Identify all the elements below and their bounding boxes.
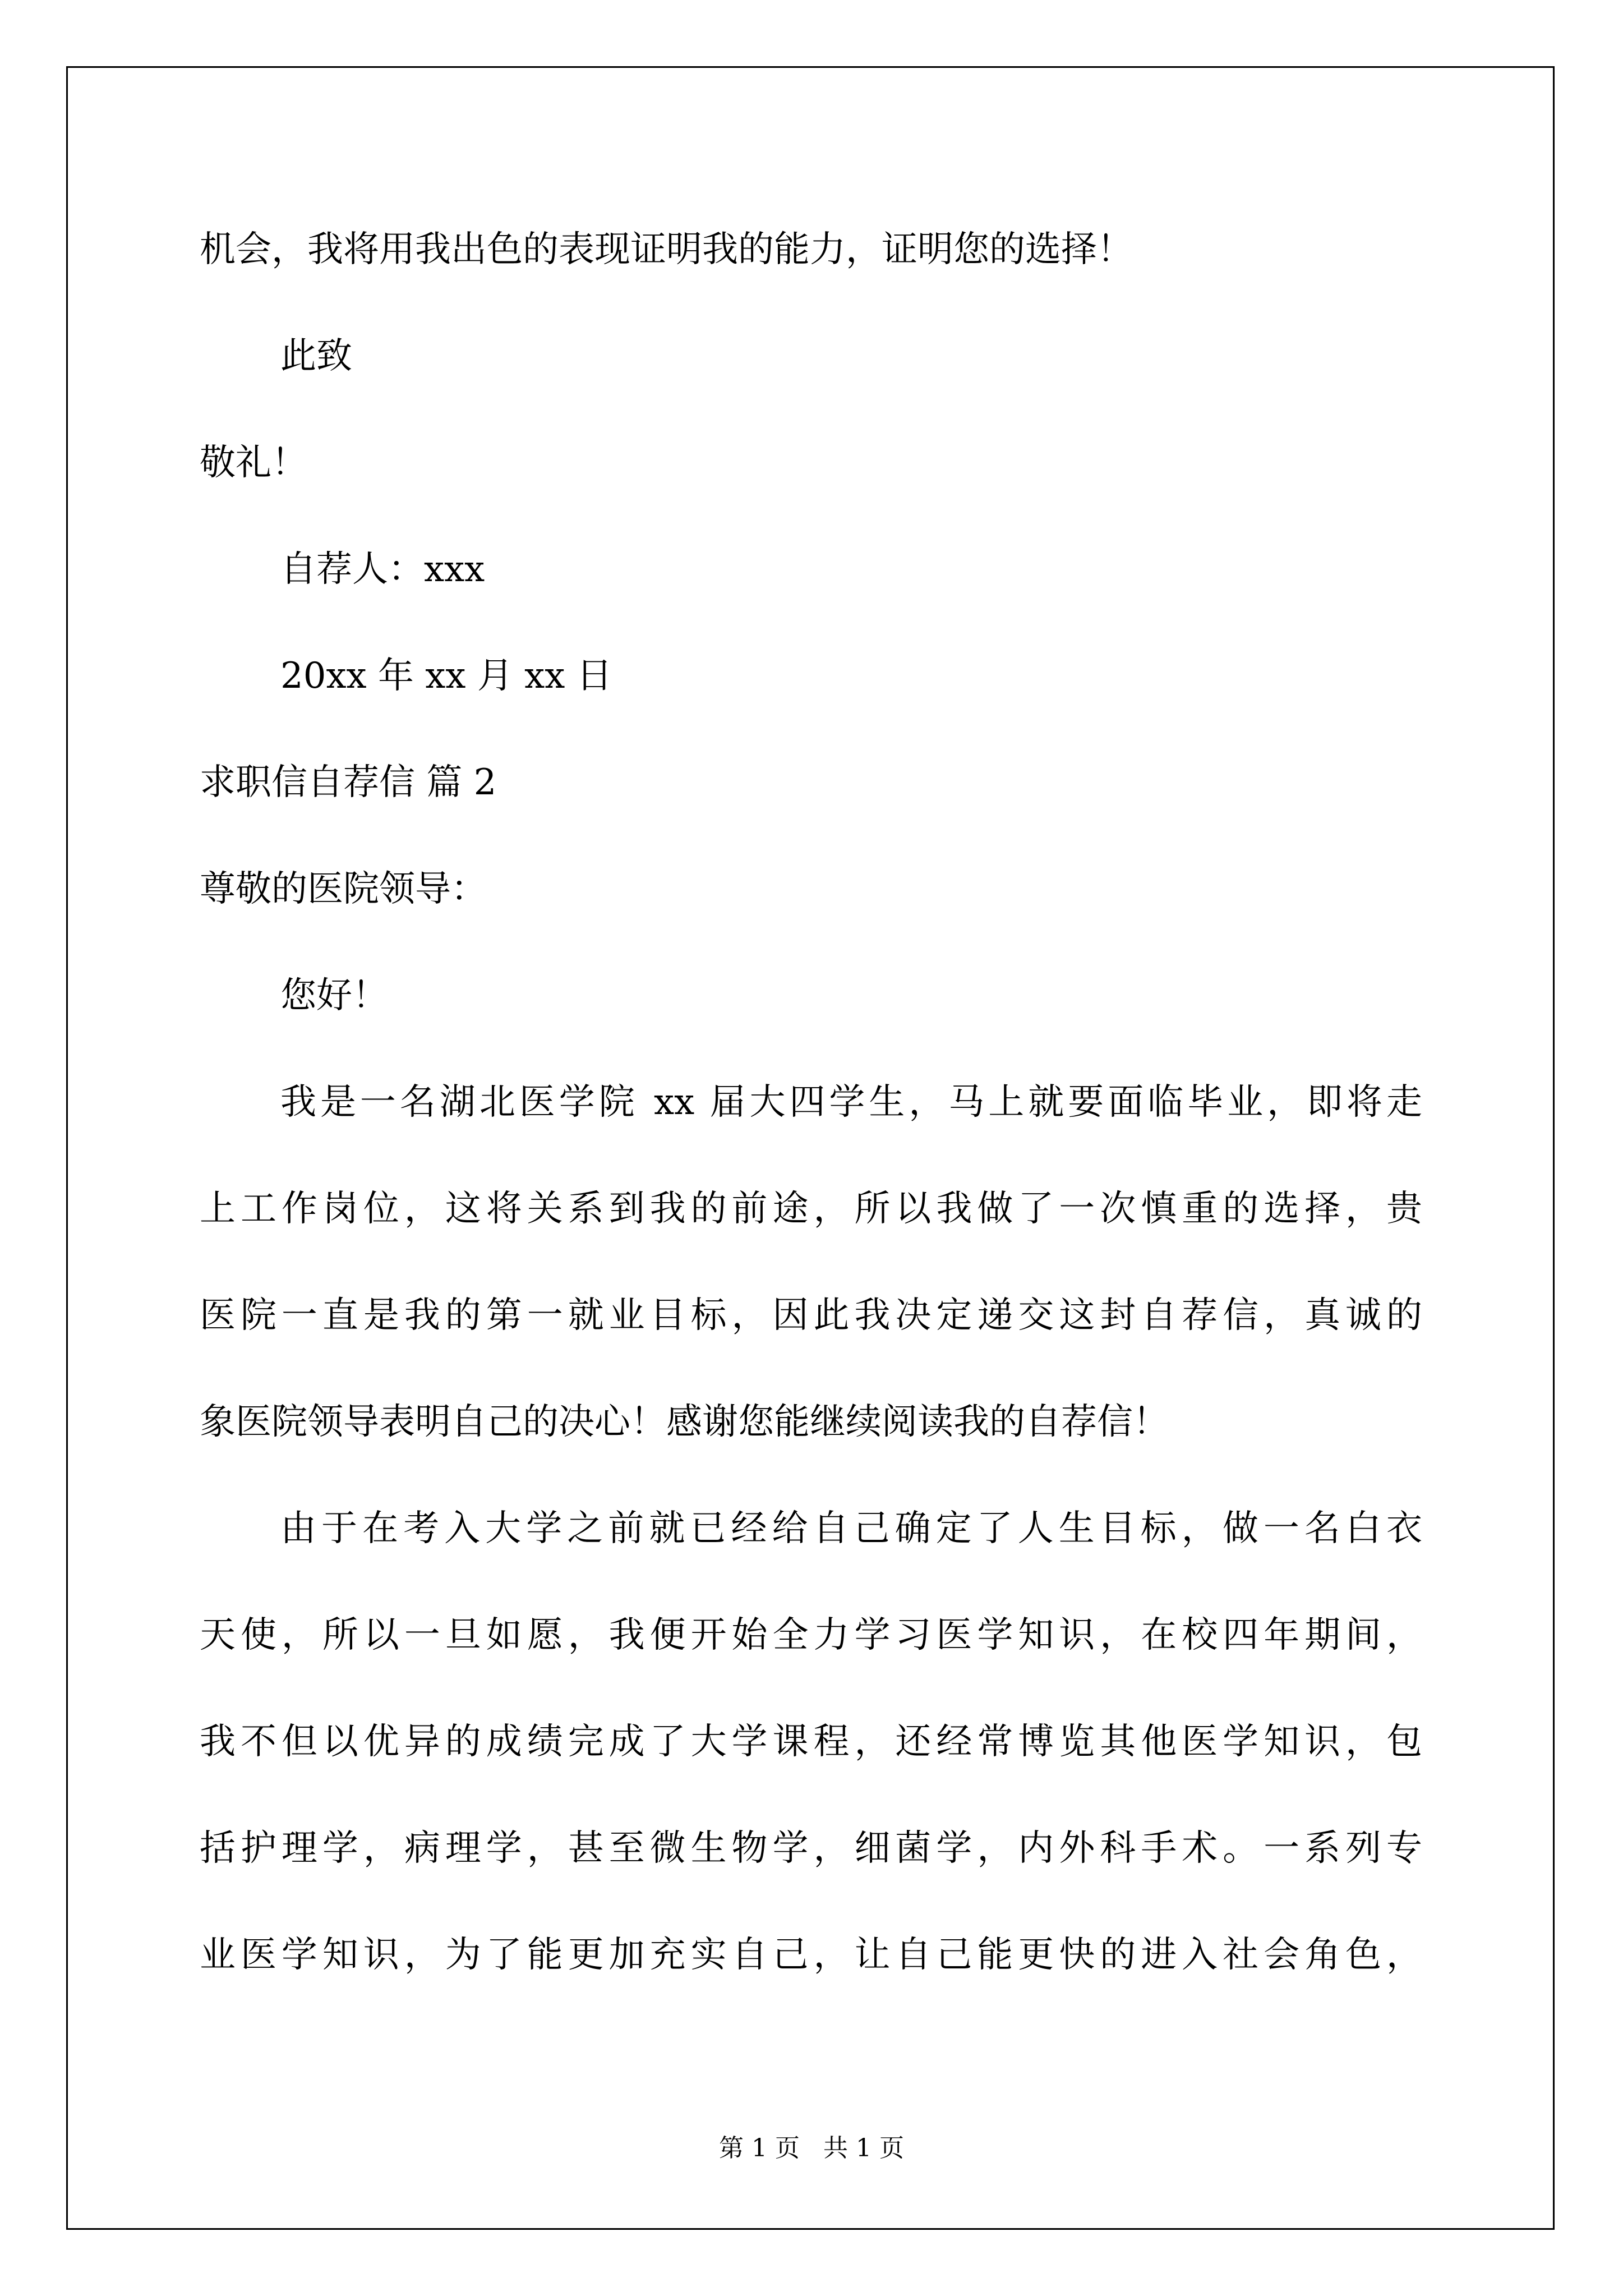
paragraph-line: 象医院领导表明自己的决心！感谢您能继续阅读我的自荐信！	[200, 1401, 1169, 1443]
text-line-date: 20xx 年 xx 月 xx 日	[280, 655, 612, 697]
page-number-footer: 第 1 页 共 1 页	[719, 2134, 904, 2162]
paragraph-line: 括护理学，病理学，甚至微生物学，细菌学，内外科手术。一系列专	[200, 1828, 1422, 1869]
paragraph-line: 医院一直是我的第一就业目标，因此我决定递交这封自荐信，真诚的	[200, 1295, 1422, 1336]
text-line-salutation-jing-li: 敬礼！	[200, 442, 307, 484]
text-line-closing-sentence: 机会，我将用我出色的表现证明我的能力，证明您的选择！	[200, 229, 1133, 270]
page-frame	[66, 66, 1555, 2230]
section-heading: 求职信自荐信 篇 2	[200, 762, 497, 803]
paragraph-line: 天使，所以一旦如愿，我便开始全力学习医学知识，在校四年期间，	[200, 1614, 1422, 1656]
paragraph-line: 由于在考入大学之前就已经给自己确定了人生目标，做一名白衣	[280, 1508, 1422, 1549]
text-line-hello: 您好！	[280, 975, 388, 1016]
text-line-greeting: 尊敬的医院领导：	[200, 868, 487, 910]
paragraph-line: 我不但以优异的成绩完成了大学课程，还经常博览其他医学知识，包	[200, 1721, 1422, 1763]
text-line-salutation-ci-zhi: 此致	[280, 335, 352, 377]
paragraph-line: 我是一名湖北医学院 xx 届大四学生，马上就要面临毕业，即将走	[280, 1082, 1422, 1123]
text-line-signature: 自荐人：xxx	[280, 549, 485, 590]
paragraph-line: 业医学知识，为了能更加充实自己，让自己能更快的进入社会角色，	[200, 1934, 1422, 1976]
paragraph-line: 上工作岗位，这将关系到我的前途，所以我做了一次慎重的选择，贵	[200, 1188, 1422, 1230]
